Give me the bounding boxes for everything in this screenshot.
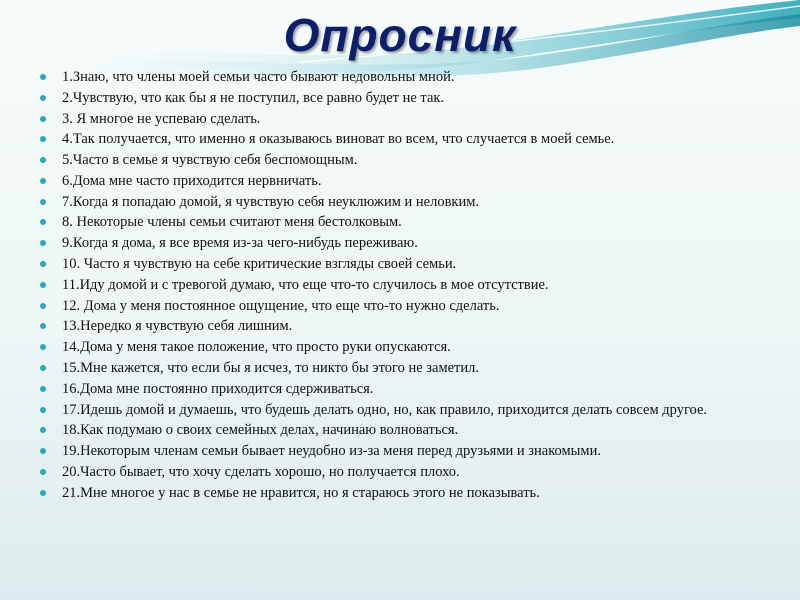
question-text: 6.Дома мне часто приходится нервничать.: [62, 172, 322, 189]
list-item: [40, 111, 785, 128]
question-text: 10. Часто я чувствую на себе критические взгляды своей семьи.: [62, 256, 457, 273]
question-text: 19.Некоторым членам семьи бывает неудобно из-за меня перед друзьями и знакомыми.: [62, 443, 601, 460]
question-text: 14.Дома у меня такое положение, что просто руки опускаются.: [62, 339, 451, 356]
bullet-dot-icon: [40, 157, 46, 163]
bullet-dot-icon: [40, 116, 46, 122]
list-item: [40, 256, 785, 273]
slide-title: Опросник: [283, 9, 517, 61]
list-item: [40, 298, 785, 315]
bullet-dot-icon: [40, 469, 46, 475]
list-item: [40, 381, 785, 398]
bullet-dot-icon: [40, 178, 46, 184]
list-item: [40, 69, 785, 86]
bullet-dot-icon: [40, 427, 46, 433]
question-text: 9.Когда я дома, я все время из-за чего-нибудь переживаю.: [62, 235, 418, 252]
list-item: [40, 422, 785, 439]
question-text: 11.Иду домой и с тревогой думаю, что еще что-то случилось в мое отсутствие.: [62, 276, 549, 293]
question-text: 13.Нередко я чувствую себя лишним.: [62, 318, 293, 335]
bullet-dot-icon: [40, 323, 46, 329]
list-item: [40, 214, 785, 231]
bullet-dot-icon: [40, 490, 46, 496]
bullet-dot-icon: [40, 303, 46, 309]
question-text: 15.Мне кажется, что если бы я исчез, то никто бы этого не заметил.: [62, 359, 480, 376]
question-text: 21.Мне многое у нас в семье не нравится, но я стараюсь этого не показывать.: [62, 484, 540, 501]
list-item: [40, 339, 785, 356]
list-item: [40, 90, 785, 107]
list-item: [40, 235, 785, 252]
bullet-dot-icon: [40, 282, 46, 288]
question-text: 7.Когда я попадаю домой, я чувствую себя неуклюжим и неловким.: [62, 193, 480, 210]
question-text: 5.Часто в семье я чувствую себя беспомощным.: [62, 152, 358, 169]
bullet-dot-icon: [40, 74, 46, 80]
list-item: [40, 152, 785, 169]
bullet-dot-icon: [40, 261, 46, 267]
bullet-dot-icon: [40, 448, 46, 454]
question-text: 20.Часто бывает, что хочу сделать хорошо, но получается плохо.: [62, 463, 460, 480]
list-item: [40, 443, 785, 460]
list-item: [40, 485, 785, 502]
list-item: [40, 402, 785, 419]
bullet-dot-icon: [40, 386, 46, 392]
bullet-dot-icon: [40, 365, 46, 371]
question-text: 18.Как подумаю о своих семейных делах, начинаю волноваться.: [62, 422, 459, 439]
bullet-dot-icon: [40, 344, 46, 350]
question-text: 17.Идешь домой и думаешь, что будешь делать одно, но, как правило, приходится делать совсем другое.: [62, 401, 708, 418]
list-item: [40, 360, 785, 377]
question-text: 1.Знаю, что члены моей семьи часто бывают недовольны мной.: [62, 69, 455, 85]
question-list: [40, 69, 785, 505]
bullet-dot-icon: [40, 95, 46, 101]
question-text: 16.Дома мне постоянно приходится сдерживаться.: [62, 380, 374, 397]
list-item: [40, 318, 785, 335]
bullet-dot-icon: [40, 136, 46, 142]
bullet-dot-icon: [40, 240, 46, 246]
list-item: [40, 131, 785, 148]
bullet-dot-icon: [40, 219, 46, 225]
list-item: [40, 464, 785, 481]
bullet-dot-icon: [40, 199, 46, 205]
list-item: [40, 173, 785, 190]
bullet-dot-icon: [40, 407, 46, 413]
question-text: 4.Так получается, что именно я оказываюсь виноват во всем, что случается в моей семье.: [62, 131, 615, 148]
question-text: 3. Я многое не успеваю сделать.: [62, 110, 261, 127]
list-item: [40, 277, 785, 294]
question-text: 12. Дома у меня постоянное ощущение, что еще что-то нужно сделать.: [62, 297, 500, 314]
question-text: 2.Чувствую, что как бы я не поступил, все равно будет не так.: [62, 89, 445, 106]
list-item: [40, 194, 785, 211]
question-text: 8. Некоторые члены семьи считают меня бестолковым.: [62, 214, 402, 231]
